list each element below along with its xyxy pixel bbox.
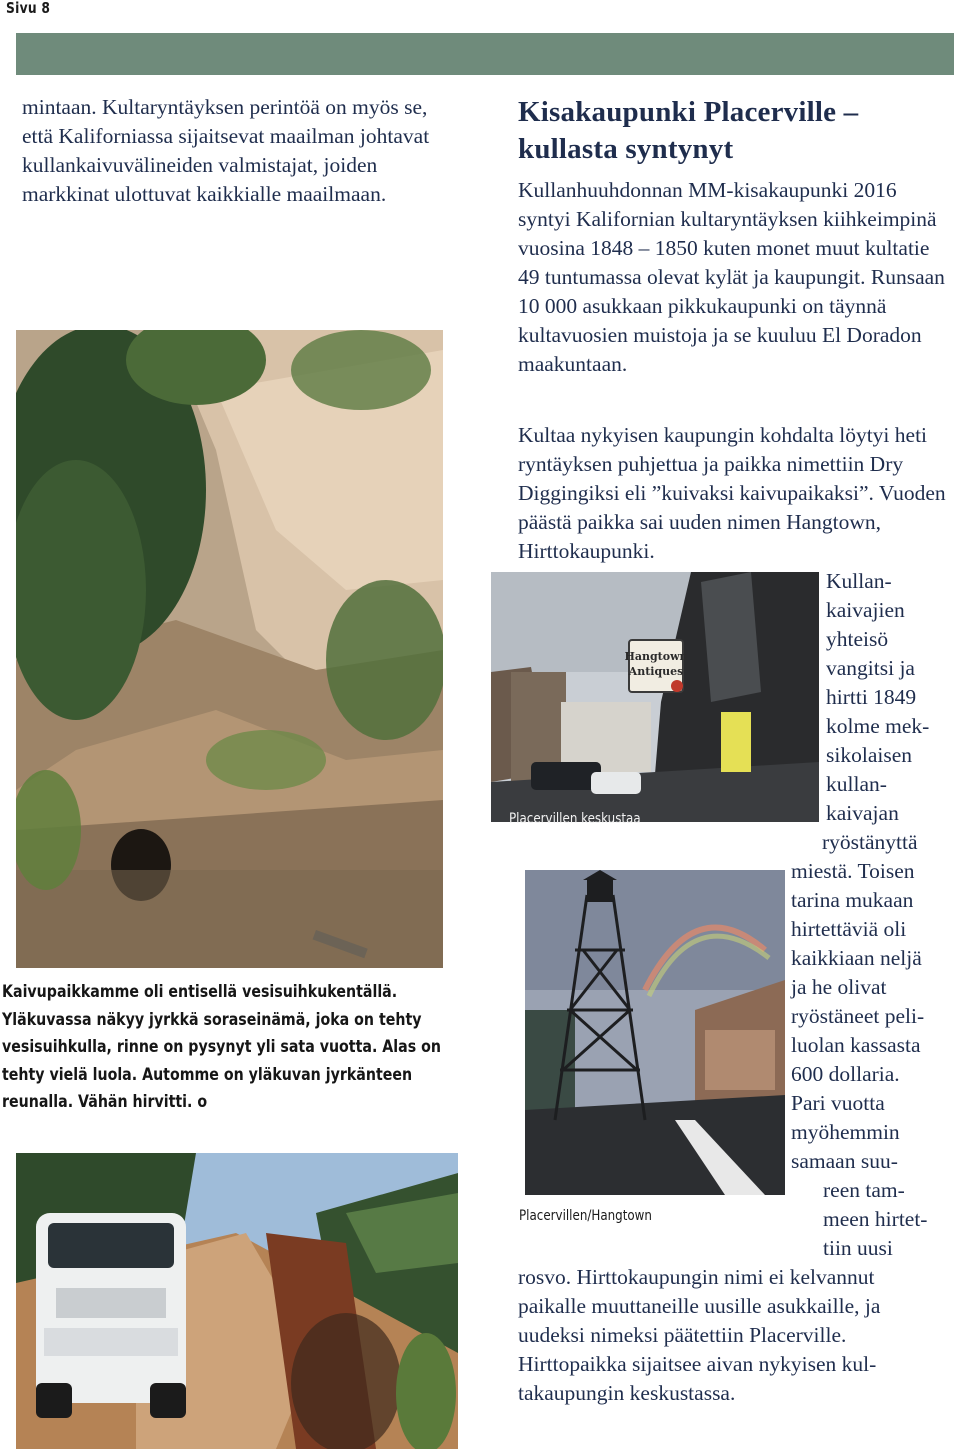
wrap-line: ryöstänyttä — [822, 830, 918, 854]
wrap-line: tarina mukaan — [791, 888, 914, 912]
wrap-line: kolme mek- — [826, 714, 930, 738]
wrap-line: hirtettäviä oli — [791, 917, 907, 941]
left-intro-paragraph: mintaan. Kultaryntäyksen perintöä on myös se, että Kaliforniassa sijaitsevat maailman johtavat kullankaivuvälineiden valmistajat, joiden markkinat ulottuvat kaikkialle maailmaan. — [22, 95, 430, 206]
article-paragraph-2: Kultaa nykyisen kaupungin kohdalta löytyi heti ryntäyksen puhjettua ja paikka nimettiin Dry Diggingiksi eli ”kuivaksi kaivupaikaksi”. Vuoden päästä paikka sai uuden nimen Hangtown, Hirttokaupunki. — [518, 423, 946, 563]
wrap-line: kaivajien — [826, 598, 905, 622]
wrap-line: kullan- — [826, 772, 887, 796]
wrap-line: Hirttopaikka sijaitsee aivan nykyisen kul- — [518, 1352, 877, 1376]
article-paragraph-1: Kullanhuuhdonnan MM-kisakaupunki 2016 syntyi Kalifornian kultaryntäyksen kiihkeimpinä vuosina 1848 – 1850 kuten monet muut kultatie 49 tuntumassa olevat kylät ja kaupungit. Runsaan 10 000 asukkaan pikkukaupunki on täynnä kultavuosien muistoja ja se kuuluu El Doradon maakuntaan. — [518, 178, 945, 376]
shop-sign-line2: Antiques — [628, 665, 684, 678]
wrap-line: miestä. Toisen — [791, 859, 915, 883]
wrap-line: yhteisö — [826, 627, 889, 651]
wrap-line: ryöstäneet peli- — [791, 1004, 925, 1028]
wrap-line: tiin uusi — [823, 1236, 893, 1260]
wrap-line: samaan suu- — [791, 1149, 898, 1173]
wrap-line: sikolaisen — [826, 743, 912, 767]
page-number: Sivu 8 — [6, 0, 51, 17]
wrap-line: ja he olivat — [791, 975, 887, 999]
wrap-line: rosvo. Hirttokaupungin nimi ei kelvannut — [518, 1265, 875, 1289]
caption-tunnel-photo: Kaivupaikkamme oli entisellä vesisuihkukentällä. Yläkuvassa näkyy jyrkkä soraseinämä, joka on tehty vesisuihkulla, rinne on pysynyt yli sata vuotta. Alas on tehty vielä luola. Automme on yläkuvan jyrkänteen reunalla. Vähän hirvitti. o — [2, 982, 441, 1111]
wrap-line: luolan kassasta — [791, 1033, 921, 1057]
wrap-line: reen tam- — [823, 1178, 905, 1202]
shop-sign-line1: Hangtown — [624, 650, 688, 663]
wrap-line: 600 dollaria. — [791, 1062, 900, 1086]
wrap-line: paikalle muuttaneille uusille asukkaille, ja — [518, 1294, 881, 1318]
photo-cliff-tunnel — [16, 330, 443, 968]
wrap-line: hirtti 1849 — [826, 685, 917, 709]
wrap-line: meen hirtet- — [823, 1207, 928, 1231]
wrap-line: Pari vuotta — [791, 1091, 885, 1115]
photo-jeep-road — [16, 1153, 458, 1449]
wrap-line: vangitsi ja — [826, 656, 915, 680]
wrap-line: takaupungin keskustassa. — [518, 1381, 736, 1405]
wrap-line: Kullan- — [826, 569, 892, 593]
caption-main-street: Placervillen keskustaa — [509, 811, 641, 827]
photo-bell-tower — [525, 870, 785, 1195]
article-title: Kisakaupunki Placerville – kullasta syntynyt — [518, 96, 859, 165]
wrap-line: kaivajan — [826, 801, 899, 825]
photo-main-street — [491, 572, 819, 822]
wrap-line: uudeksi nimeksi päätettiin Placerville. — [518, 1323, 847, 1347]
header-band — [16, 33, 954, 75]
wrap-line: myöhemmin — [791, 1120, 900, 1144]
caption-bell-tower: Placervillen/Hangtown — [519, 1208, 652, 1224]
wrap-line: kaikkiaan neljä — [791, 946, 922, 970]
